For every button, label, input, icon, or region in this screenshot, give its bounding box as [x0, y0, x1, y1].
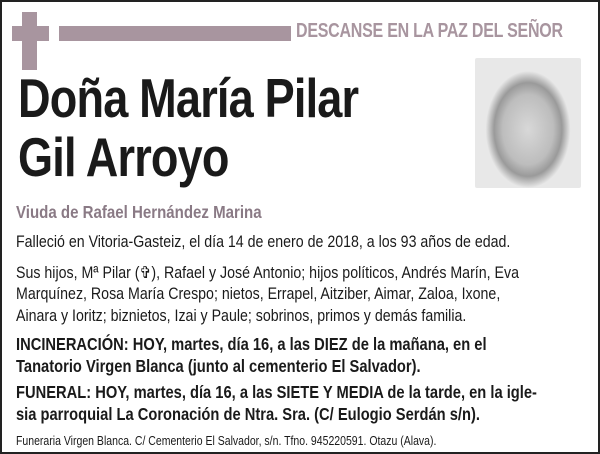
deceased-photo: [475, 58, 581, 188]
funeral-line: FUNERAL: HOY, martes, día 16, a las SIETE Y MEDIA de la tarde, en la igle-: [16, 382, 537, 402]
death-notice: Falleció en Vitoria-Gasteiz, el día 14 de enero de 2018, a los 93 años de edad.: [16, 233, 511, 251]
incineration-line: Tanatorio Virgen Blanca (junto al cementerio El Salvador).: [16, 356, 421, 376]
deceased-name-line-2: Gil Arroyo: [18, 126, 229, 188]
subtitle: Viuda de Rafael Hernández Marina: [16, 202, 262, 222]
funeral-line: sia parroquial La Coronación de Ntra. Sra. (C/ Eulogio Serdán s/n).: [16, 404, 480, 424]
funeral-home-footer: Funeraria Virgen Blanca. C/ Cementerio El Salvador, s/n. Tfno. 945220591. Otazu (Alava).: [16, 434, 437, 448]
incineration-line: INCINERACIÓN: HOY, martes, día 16, a las DIEZ de la mañana, en el: [16, 334, 487, 354]
family-line: Sus hijos, Mª Pilar (✞), Rafael y José Antonio; hijos políticos, Andrés Marín, Eva: [16, 264, 519, 282]
family-line: Ainara y Ioritz; biznietos, Izai y Paule; sobrinos, primos y demás familia.: [16, 307, 467, 325]
header-title: DESCANSE EN LA PAZ DEL SEÑOR: [296, 20, 563, 42]
deceased-name-line-1: Doña María Pilar: [18, 67, 359, 129]
family-line: Marquínez, Rosa María Crespo; nietos, Errapel, Aitziber, Aimar, Zaloa, Ixone,: [16, 285, 501, 303]
header-bar: [59, 26, 291, 41]
